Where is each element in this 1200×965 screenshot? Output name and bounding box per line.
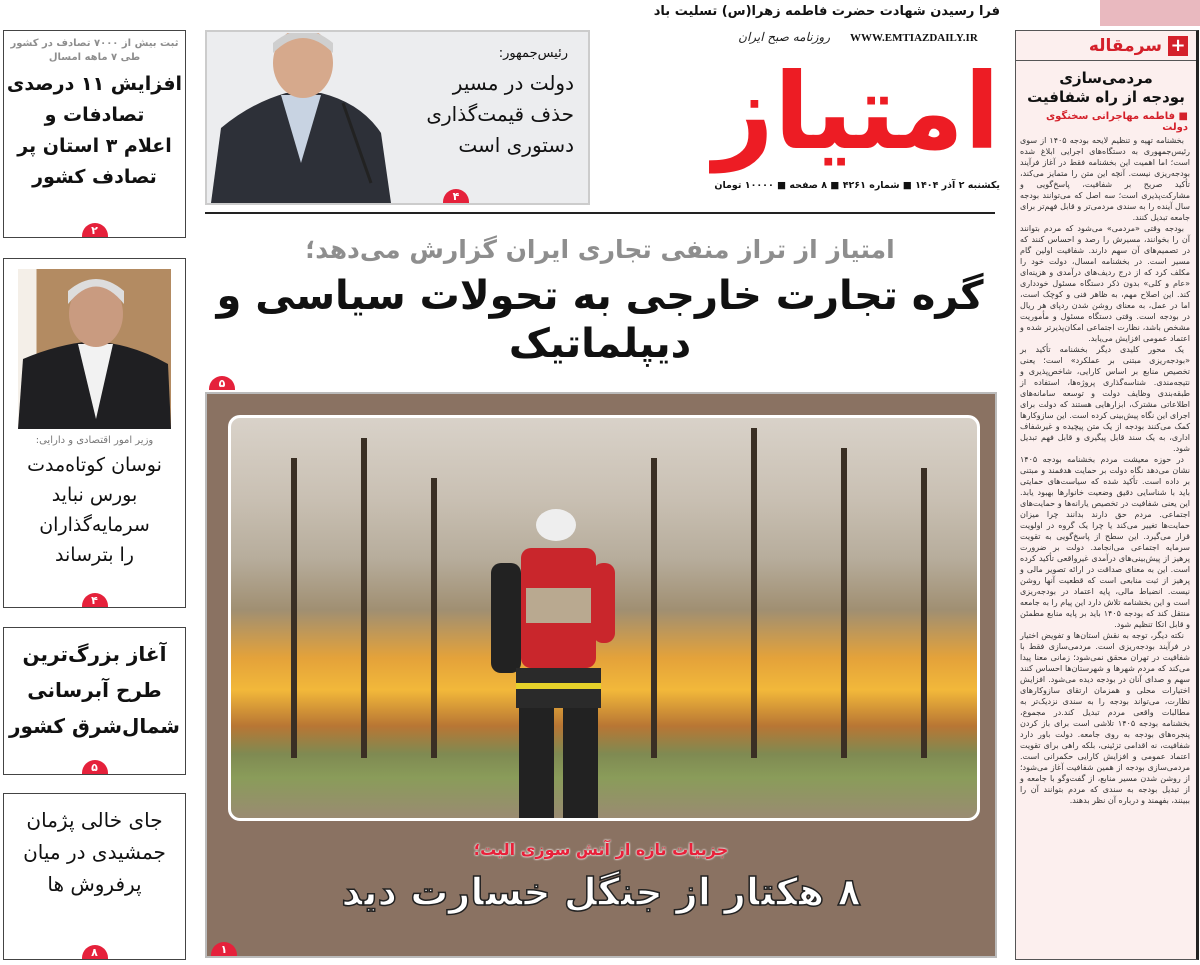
editorial-header [1016, 31, 1196, 61]
editorial-section-label: سرمقاله [1088, 35, 1162, 56]
story-kicker: ثبت بیش از ۷۰۰۰ تصادف در کشور طی ۷ ماهه امسال [10, 38, 179, 63]
editorial-author: ■ فاطمه مهاجرانی سخنگوی دولت [1045, 111, 1188, 133]
president-headline [394, 68, 574, 161]
story-headline: افزایش ۱۱ درصدی تصادفات و اعلام ۳ استان پر تصادف کشور [6, 73, 183, 188]
masthead-logo[interactable] [610, 50, 1000, 175]
editorial-column [1015, 30, 1199, 960]
left-story-accidents[interactable] [3, 30, 186, 238]
website-url[interactable]: WWW.EMTIAZDAILY.IR [850, 32, 978, 44]
story-headline: نوسان کوتاه‌مدت بورس نباید سرمایه‌گذاران را بترساند [27, 454, 162, 566]
minister-photo [18, 269, 171, 429]
editorial-title[interactable] [1016, 69, 1196, 107]
page-badge[interactable]: ۴ [82, 593, 108, 607]
kicker-text: از تراز منفی تجاری ایران گزارش می‌دهد؛ [305, 235, 827, 264]
logo-text: امتیاز [713, 51, 1000, 173]
page-badge[interactable]: ۴ [443, 189, 469, 203]
fire-story[interactable] [205, 392, 997, 958]
divider [205, 212, 995, 214]
editorial-paragraph: در حوزه معیشت مردم بخشنامه بودجه ۱۴۰۵ نشان می‌دهد نگاه دولت بر حمایت هدفمند و مبتنی بر داده است. تأکید شده که سیاست‌های حمایتی باید با شناسایی دقیق وضعیت خانوارها بهبود یابد. این یعنی شفافیت در تخصیص یارانه‌ها و حمایت‌های اجتماعی. مردم حق دارند بدانند چرا میزان حمایت‌ها تغییر می‌کند یا چرا یک گروه در اولویت قرار می‌گیرد. این سطح از پاسخ‌گویی به تقویت سرمایه اجتماعی می‌انجامد. دولت بر ضرورت پرهیز از پیش‌بینی‌های درآمدی غیرواقعی تأکید کرده است. این به معنای صداقت در ارائه تصویر مالی و پرهیز از ثبت منابعی است که قطعیت آنها روشن نیست. انضباط مالی، پایه اعتماد در بودجه‌ریزی است و این بخشنامه تلاش دارد این پیام را به جامعه منتقل کند که بودجه ۱۴۰۵ باید بر پایه منابع مطمئن و قابل اتکا تنظیم شود. [1020, 455, 1190, 629]
plus-icon: + [1168, 36, 1188, 56]
kicker-brand: امتیاز [826, 235, 895, 264]
forest-fire-photo [228, 415, 980, 821]
headline-line: دستوری است [458, 133, 574, 157]
main-headline[interactable]: گره تجارت خارجی به تحولات سیاسی و دیپلماتیک [216, 273, 984, 367]
president-story[interactable] [205, 30, 590, 205]
page-badge[interactable]: ۱ [211, 942, 237, 956]
fire-headline: ۸ هکتار از جنگل خسارت دید [341, 870, 861, 914]
tagline: روزنامه صبح ایران [738, 30, 830, 44]
editorial-paragraph: یک محور کلیدی دیگر بخشنامه تأکید بر «بودجه‌ریزی مبتنی بر عملکرد» است؛ یعنی تخصیص منابع بر اساس کارایی، شاخص‌پذیری و نتیجه‌مندی. شناسه‌گذاری پروژه‌ها، استفاده از طبقه‌بندی وظایف دولت و توسعه سامانه‌های اطلاعاتی مشترک، ابزارهایی هستند که دولت برای اجرای این نگاه پیش‌بینی کرده است. این سازوکارها کمک می‌کنند بودجه از یک متن پیچیده و غیرشفاف اداری، به یک سند قابل پیگیری و قابل فهم تبدیل شود. [1020, 345, 1190, 453]
president-kicker: رئیس‌جمهور: [498, 46, 568, 61]
editorial-title-line: بودجه از راه شفافیت [1027, 88, 1185, 106]
left-story-water[interactable] [3, 627, 186, 775]
editorial-paragraph: بودجه وقتی «مردمی» می‌شود که مردم بتوانند آن را بخوانند، مسیرش را رصد و احساس کنند که در تصمیم‌های آن سهم دارند. شفافیت اولین گام مسیر است. در بخشنامه امسال، دولت خود را مکلف کرد که از درج ردیف‌های درآمدی و هزینه‌ای «عام و کلی» بدون ذکر دستگاه مسئول خودداری کند. این اصلاح مهم، به ظاهر فنی و کوچک است، اما در عمل، به معنای روشن شدن ردپای هر ریال در بودجه است. وقتی دستگاه مسئول و مأموریت مشخص باشد، نظارت اجتماعی امکان‌پذیرتر شده و اعتماد عمومی افزایش می‌یابد. [1020, 224, 1190, 343]
headline-line: حذف قیمت‌گذاری [426, 102, 574, 126]
dateline: یکشنبه ۲ آذر ۱۴۰۴ ■ شماره ۴۲۶۱ ■ ۸ صفحه ■ ۱۰۰۰۰ تومان [714, 180, 1000, 191]
firefighter-figure [481, 503, 631, 821]
page-badge[interactable]: ۲ [82, 223, 108, 237]
editorial-body [1016, 135, 1196, 806]
editorial-title-line: مردمی‌سازی [1059, 69, 1153, 87]
editorial-paragraph: بخشنامه تهیه و تنظیم لایحه بودجه ۱۴۰۵ از سوی رئیس‌جمهوری به دستگاه‌های اجرایی ابلاغ شده است؛ اما اهمیت این بخشنامه فقط در آغاز فرآیند بودجه‌ریزی نیست. آنچه این متن را متمایز می‌کند، تأکید صریح بر شفافیت، پاسخ‌گویی و مشارکت‌پذیری است؛ سه اصل که می‌توانند بودجه سال آینده را به سندی مردمی‌تر و قابل فهم‌تر برای جامعه تبدیل کنند. [1020, 136, 1190, 222]
main-kicker [205, 232, 995, 268]
story-headline: آغاز بزرگ‌ترین طرح آبرسانی شمال‌شرق کشور [9, 642, 180, 738]
left-story-books[interactable] [3, 793, 186, 960]
story-kicker: وزیر امور اقتصادی و دارایی: [35, 435, 154, 446]
page-badge[interactable]: ۵ [82, 760, 108, 774]
page-badge[interactable]: ۵ [209, 376, 235, 390]
fire-kicker: جزییات تازه از آتش سوزی الیت؛ [473, 840, 729, 859]
top-banner: فرا رسیدن شهادت حضرت فاطمه زهرا(س) تسلیت باد [653, 4, 1000, 19]
president-photo [211, 33, 391, 203]
story-headline: جای خالی پژمان جمشیدی در میان پرفروش ها [23, 808, 166, 896]
top-corner-banner [1100, 0, 1200, 26]
headline-line: دولت در مسیر [452, 71, 574, 95]
left-story-minister[interactable] [3, 258, 186, 608]
page-badge[interactable]: ۸ [82, 945, 108, 959]
editorial-paragraph: نکته دیگر، توجه به نقش استان‌ها و تفویض اختیار در فرآیند بودجه‌ریزی است. مردمی‌سازی فقط با شفافیت در تهران محقق نمی‌شود؛ زمانی معنا پیدا می‌کند که مردم شهرها و شهرستان‌ها احساس کنند سهم و صدای آنان در بودجه دیده می‌شود. افزایش اختیارات محلی و همزمان ارتقای سازوکارهای نظارت، می‌تواند بودجه را به سندی نزدیک‌تر به مطالبات واقعی مردم تبدیل کند.در مجموع، بخشنامه بودجه ۱۴۰۵ تلاشی است برای باز کردن پنجره‌های بودجه به روی جامعه. دولت باور دارد شفافیت، نه اقدامی تزئینی، بلکه راهی برای تقویت اعتماد عمومی و افزایش کارایی حکمرانی است. مردمی‌سازی بودجه از همین شفافیت آغاز می‌شود؛ از روشن شدن مسیر منابع، از گفت‌وگو با جامعه و از تبدیل بودجه به سندی که مردم بتوانند آن را ببینند، بفهمند و درباره آن نظر بدهند. [1020, 631, 1190, 805]
